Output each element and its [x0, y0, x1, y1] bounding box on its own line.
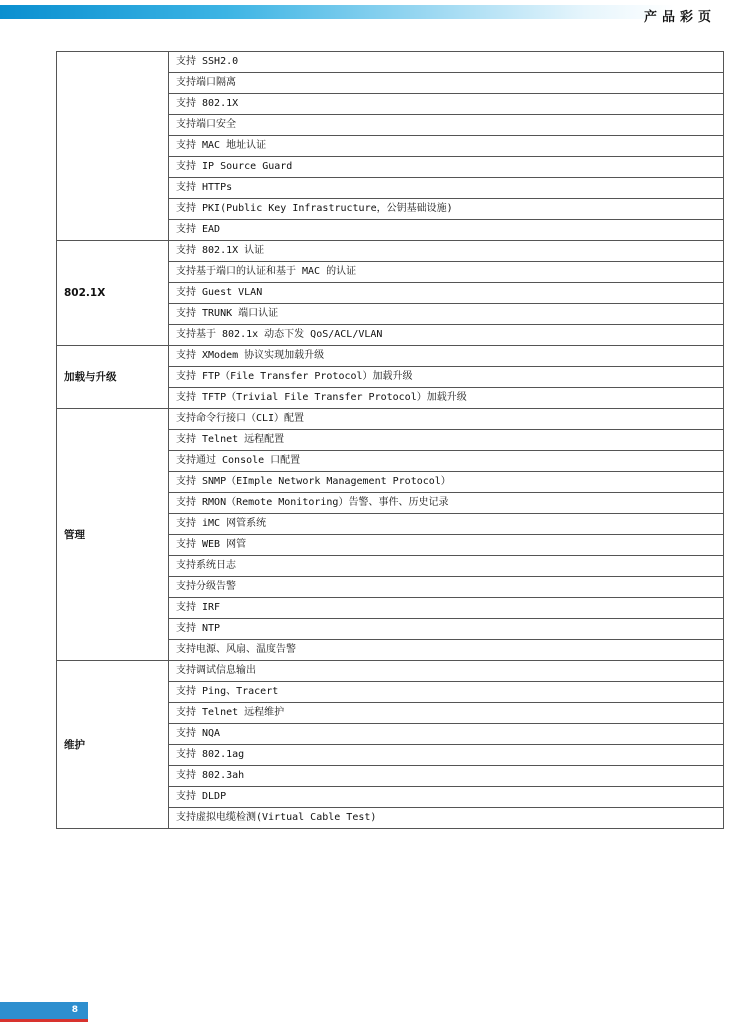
category-cell	[57, 52, 169, 241]
header-gradient-bar	[0, 5, 750, 19]
feature-cell: 支持虚拟电缆检测(Virtual Cable Test)	[169, 808, 724, 829]
feature-cell: 支持 FTP（File Transfer Protocol）加载升级	[169, 367, 724, 388]
feature-cell: 支持电源、风扇、温度告警	[169, 640, 724, 661]
feature-cell: 支持调试信息输出	[169, 661, 724, 682]
feature-cell: 支持 TFTP（Trivial File Transfer Protocol）加载升级	[169, 388, 724, 409]
category-cell: 802.1X	[57, 241, 169, 346]
feature-cell: 支持命令行接口（CLI）配置	[169, 409, 724, 430]
table-row	[57, 409, 724, 430]
feature-cell: 支持 SNMP（EImple Network Management Protocol）	[169, 472, 724, 493]
category-cell: 加载与升级	[57, 346, 169, 409]
feature-cell: 支持 802.1X 认证	[169, 241, 724, 262]
feature-cell: 支持 PKI(Public Key Infrastructure，公钥基础设施)	[169, 199, 724, 220]
feature-cell: 支持 NTP	[169, 619, 724, 640]
spec-table	[56, 51, 724, 829]
feature-cell: 支持 802.3ah	[169, 766, 724, 787]
feature-cell: 支持端口安全	[169, 115, 724, 136]
feature-cell: 支持 EAD	[169, 220, 724, 241]
feature-cell: 支持分级告警	[169, 577, 724, 598]
feature-cell: 支持 SSH2.0	[169, 52, 724, 73]
table-row	[57, 346, 724, 367]
feature-cell: 支持 XModem 协议实现加载升级	[169, 346, 724, 367]
feature-cell: 支持基于端口的认证和基于 MAC 的认证	[169, 262, 724, 283]
feature-cell: 支持 Telnet 远程配置	[169, 430, 724, 451]
category-cell: 维护	[57, 661, 169, 829]
page-header-title: 产品彩页	[643, 10, 716, 25]
feature-cell: 支持 Telnet 远程维护	[169, 703, 724, 724]
feature-cell: 支持 NQA	[169, 724, 724, 745]
feature-cell: 支持端口隔离	[169, 73, 724, 94]
feature-cell: 支持通过 Console 口配置	[169, 451, 724, 472]
feature-cell: 支持基于 802.1x 动态下发 QoS/ACL/VLAN	[169, 325, 724, 346]
feature-cell: 支持 IRF	[169, 598, 724, 619]
feature-cell: 支持 RMON（Remote Monitoring）告警、事件、历史记录	[169, 493, 724, 514]
feature-cell: 支持 WEB 网管	[169, 535, 724, 556]
footer-accent-line	[0, 1019, 88, 1022]
feature-cell: 支持 TRUNK 端口认证	[169, 304, 724, 325]
table-row	[57, 661, 724, 682]
feature-cell: 支持 802.1ag	[169, 745, 724, 766]
page-number: 8	[0, 1002, 88, 1019]
feature-cell: 支持 DLDP	[169, 787, 724, 808]
feature-cell: 支持 Ping、Tracert	[169, 682, 724, 703]
feature-cell: 支持 IP Source Guard	[169, 157, 724, 178]
feature-cell: 支持 iMC 网管系统	[169, 514, 724, 535]
table-row	[57, 241, 724, 262]
category-cell: 管理	[57, 409, 169, 661]
feature-cell: 支持 HTTPs	[169, 178, 724, 199]
feature-cell: 支持 802.1X	[169, 94, 724, 115]
feature-cell: 支持 MAC 地址认证	[169, 136, 724, 157]
table-row	[57, 52, 724, 73]
feature-cell: 支持 Guest VLAN	[169, 283, 724, 304]
feature-cell: 支持系统日志	[169, 556, 724, 577]
